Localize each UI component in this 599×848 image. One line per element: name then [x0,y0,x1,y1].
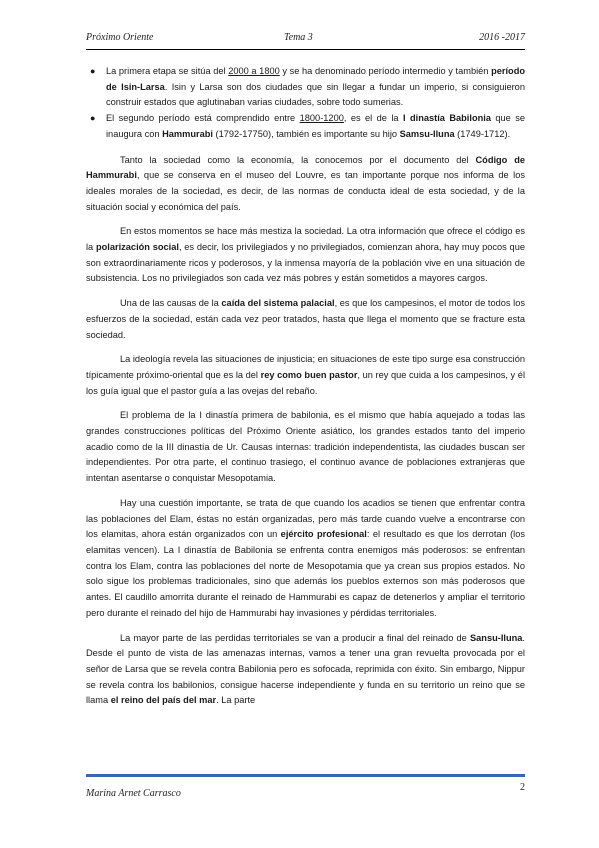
header-subject: Próximo Oriente [86,32,154,43]
bullet-item [86,64,525,111]
paragraph [86,352,525,399]
text-run: , un rey que cuida a los campesinos, y él los guía igual que el pastor guía a las ovejas del rebaño. [86,369,525,396]
text-run: que se inaugura con [106,113,525,139]
paragraph [86,153,525,216]
bold-term: Hammurabi [162,128,213,139]
text-run: . La parte [216,695,256,706]
page-header [86,32,525,48]
text-run: El segundo período está comprendido entre [106,113,300,124]
bold-term: Sansu-Iluna [469,632,523,643]
text-run: (1749-1712). [454,128,511,139]
bullet-dot-icon: ● [90,113,96,124]
text-run: La primera etapa se sitúa del [106,66,229,76]
text-run: , es el de la [343,113,403,124]
page-number: 2 [520,782,525,793]
text-run: Tanto la sociedad como la economía, la conocemos por el documento del [120,154,476,165]
text-run: Hay una cuestión importante, se trata de que cuando los acadios se tienen que enfrentar contra las poblaciones del Elam, éstas no están organizadas, pero más tarde cuando vuelve a encontrarse con los elamitas, ahora están organizados con un [86,497,525,540]
underlined-date: 1800-1200 [299,113,344,124]
text-run: , que se conserva en el museo del Louvre, es tan importante porque nos informa de los ideales morales de la sociedad, es decir, de las normas de conducta ideal de esta sociedad, y de la situación social y económica del país. [86,170,525,212]
text-run: El problema de la I dinastía primera de babilonia, es el mismo que había aquejado a todas las grandes construcciones políticas del Próximo Oriente asiático, los grandes estados tanto del imperio acadio como de la III dinastía de Ur. Causas internas: tradición independentista, las ciudades buscan ser independientes. Por otra parte, el continuo trasiego, el continuo avance de poblaciones extranjeras que intentan asentarse o conquistar Mesopotamia. [86,410,525,484]
underlined-date: 2000 a 1800 [228,66,280,76]
bold-term: Código de Hammurabi [86,154,525,181]
bold-term: rey como buen pastor [260,369,358,380]
text-run: Una de las causas de la [120,298,222,309]
bullet-item [86,111,525,142]
document-body [86,64,525,718]
text-run: En estos momentos se hace más mestiza la sociedad. La otra información que ofrece el código es la [86,226,525,253]
paragraph-list [86,153,525,710]
paragraph [86,496,525,622]
header-topic: Tema 3 [284,32,313,43]
text-run: , es que los campesinos, el motor de todos los esfuerzos de la sociedad, están cada vez peor tratados, hasta que llega el momento que se fracture esta sociedad. [86,298,525,340]
paragraph [86,408,525,487]
footer-divider [86,774,525,777]
header-year: 2016 -2017 [479,32,525,43]
text-run: . Isin y Larsa son dos ciudades que sin llegar a fundar un imperio, si consiguieron construir estados que aglutinaban varias ciudades, sobre todo sumerias. [106,81,525,108]
text-run: (1792-17750), también es importante su hijo [212,128,400,139]
bullet-dot-icon: ● [90,66,96,76]
bold-term: Samsu-Iluna [399,128,455,139]
text-run: y se ha denominado período intermedio y también [279,66,492,76]
paragraph [86,296,525,343]
bold-term: ejército profesional [280,529,367,540]
text-run: : el resultado es que los derrotan (los elamitas vencen). La I dinastía de Babilonia se enfrenta contra enemigos más poderosos: se enfrentan contra los Elam, contra las poblaciones del norte de Mesopotamia que ya crean sus propios estados. No solo sigue los problemas tradicionales, sino que además los pueblos externos son más poderosos que antes. El caudillo amorrita durante el reinado de Hammurabi es capaz de detenerlos y ampliar el territorio pero durante el reinado del hijo de Hammurabi hay invasiones y pérdidas territoriales. [86,529,526,618]
bold-term: período de Isin-Larsa [106,66,525,92]
page-footer [86,782,525,802]
footer-author: Marina Arnet Carrasco [86,788,181,799]
bold-term: el reino del país del mar [110,695,217,706]
bold-term: polarización social [95,242,179,253]
header-divider [86,49,525,50]
text-run: La ideología revela las situaciones de injusticia; en situaciones de este tipo surge esa construcción típicamente próximo-oriental que es la del [86,354,525,380]
paragraph [86,224,525,287]
bold-term: caída del sistema palacial [221,298,335,309]
text-run: , es decir, los privilegiados y no privilegiados, comienzan ahora, hay muy pocos que son extraordinariamente ricos y poderosos, y la inmensa mayoría de la población vive en una situación de subsistencia. Los no privilegiados son cada vez más pobres y están sometidos a mayores cargos. [86,242,525,284]
bold-term: I dinastía Babilonia [402,113,491,124]
text-run: . Desde el punto de vista de las amenazas internas, vamos a tener una gran revuelta provocada por el señor de Larsa que se revela contra Babilonia pero es sofocada, reprimida con éxito. Sin embargo, Nippur se revela contra los babilonios, consigue hacerse independiente y funda en su territorio un reino que se llama [86,632,525,706]
bullet-list [86,64,525,143]
text-run: La mayor parte de las perdidas territoriales se van a producir a final del reinado de [120,632,470,643]
paragraph [86,631,525,710]
